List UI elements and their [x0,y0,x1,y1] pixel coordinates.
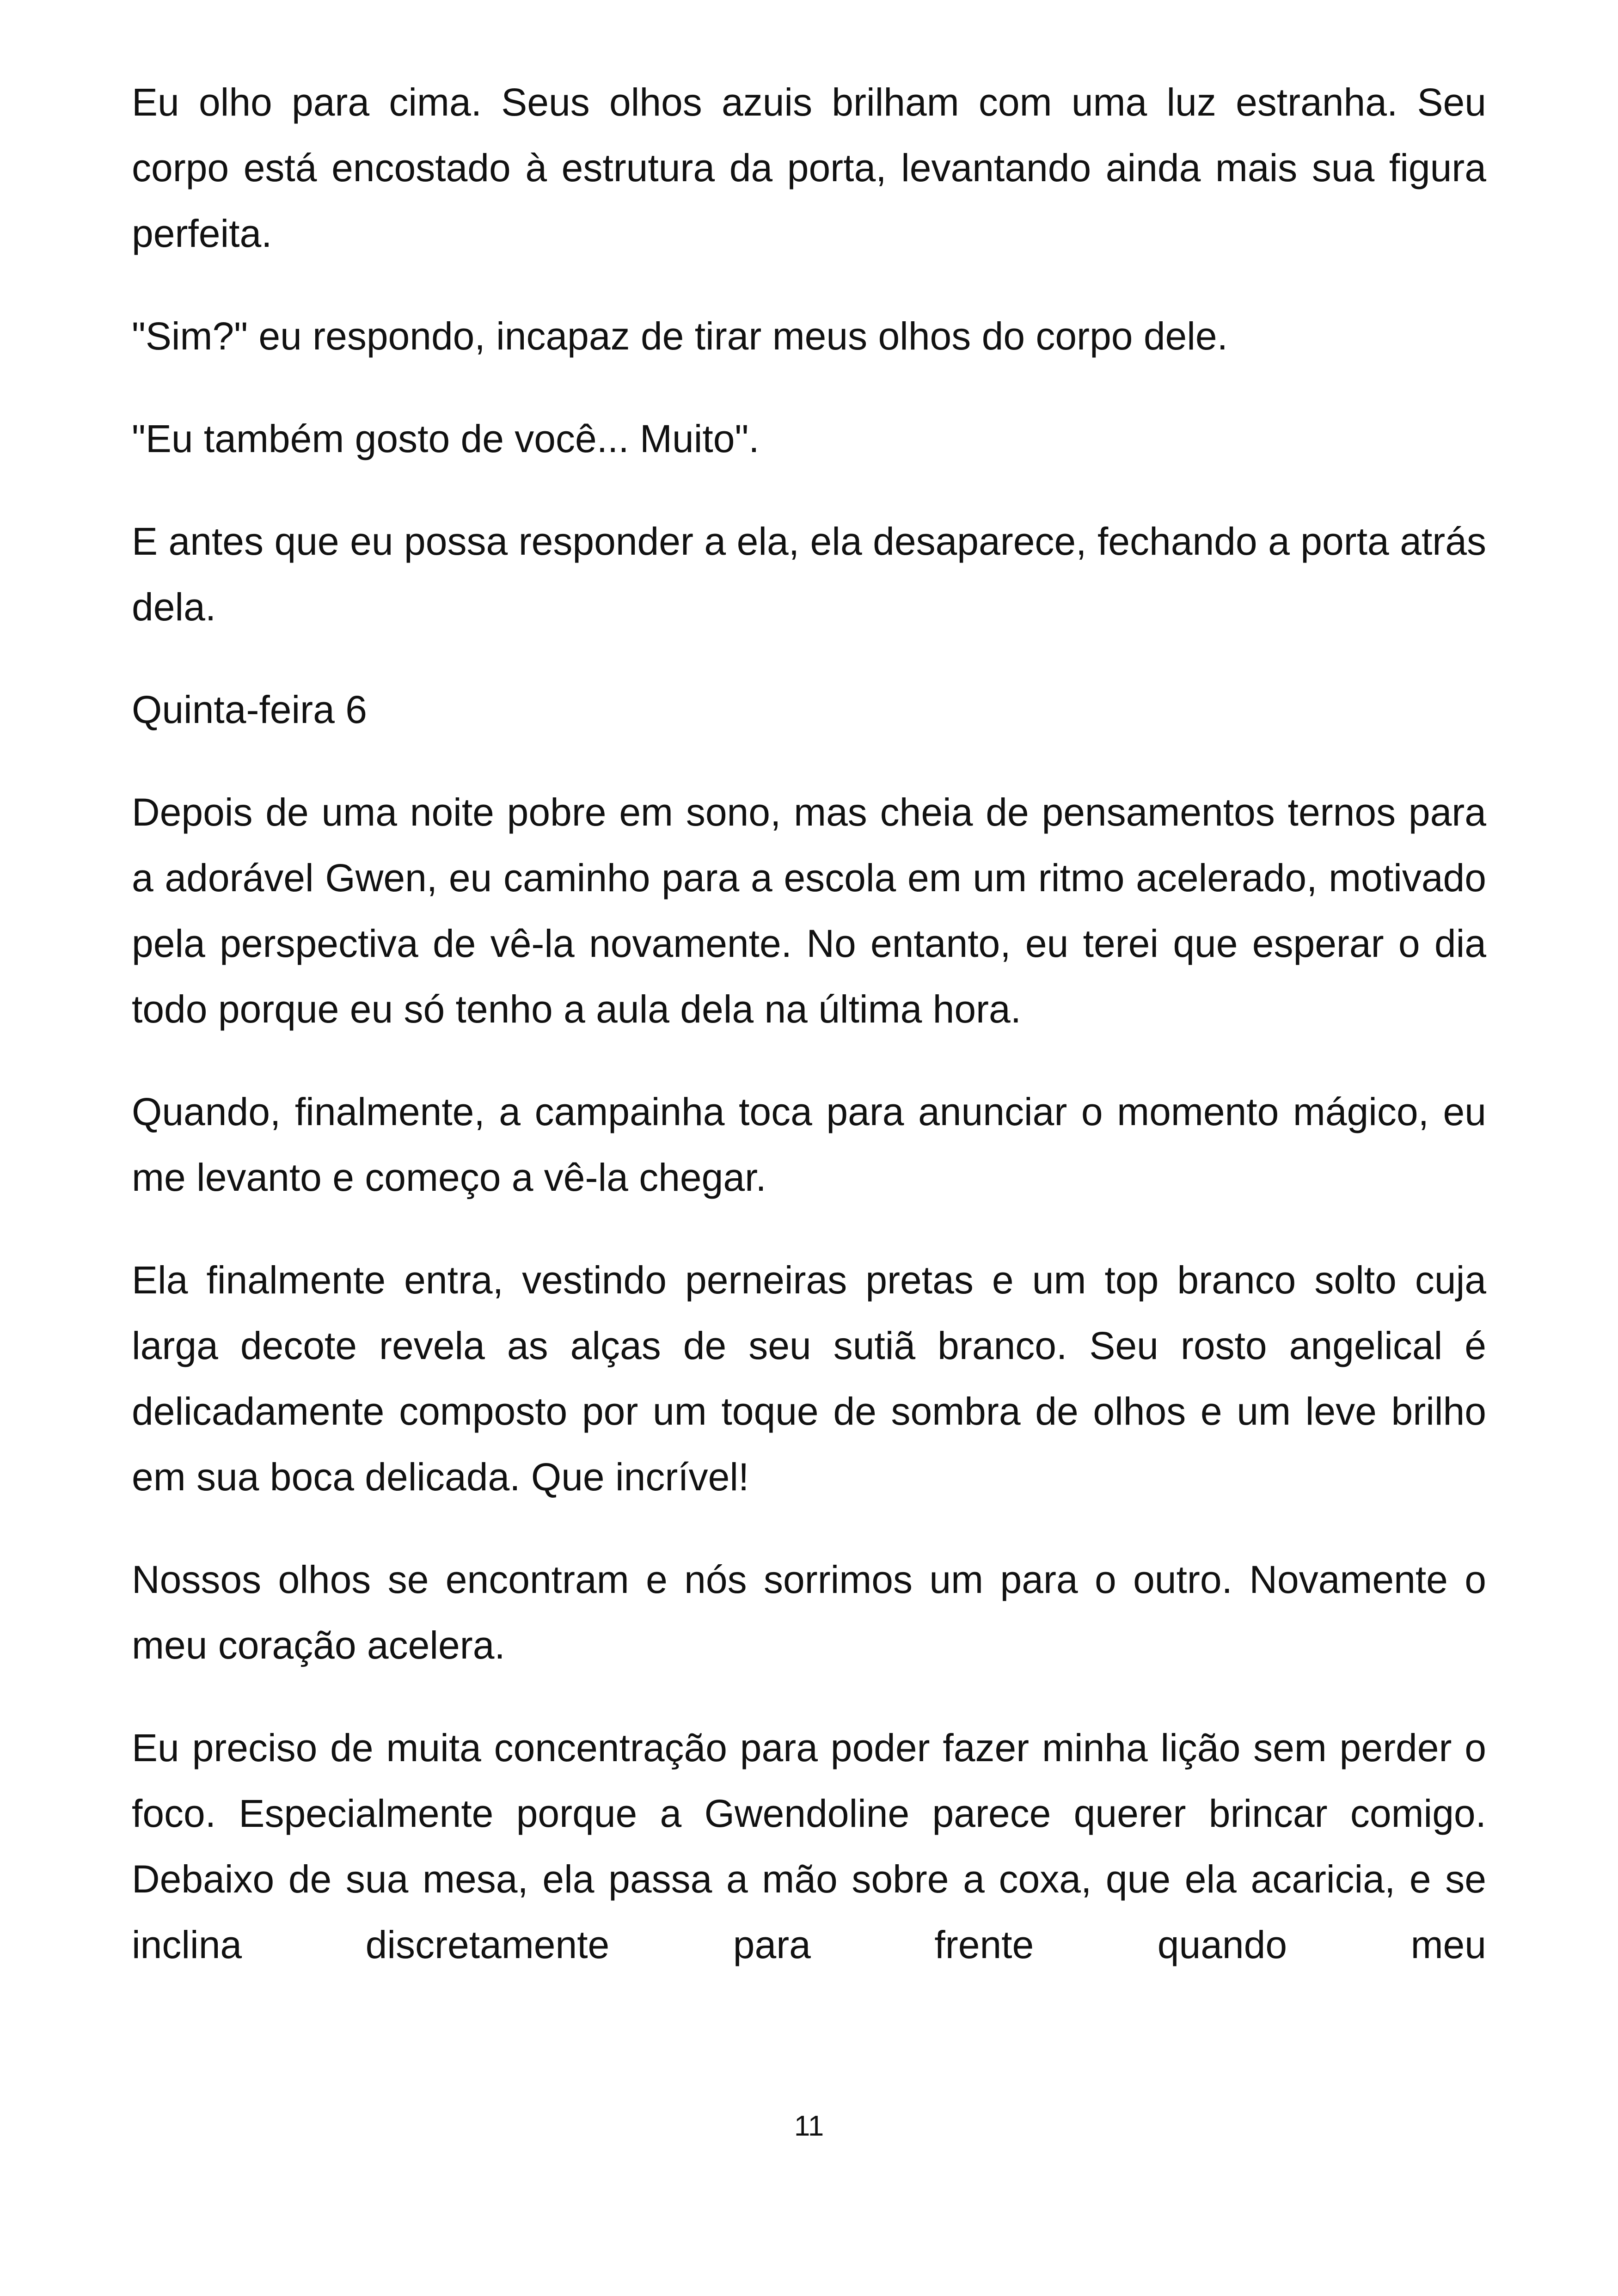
page-body [132,69,1486,2014]
paragraph: Ela finalmente entra, vestindo perneiras pretas e um top branco solto cuja larga decote revela as alças de seu sutiã branco. Seu rosto angelical é delicadamente composto por um toque de sombra de olhos e um leve brilho em sua boca delicada. Que incrível! [132,1258,1486,1499]
paragraph: Depois de uma noite pobre em sono, mas cheia de pensamentos ternos para a adorável Gwen, eu caminho para a escola em um ritmo acelerado, motivado pela perspectiva de vê-la novamente. No entanto, eu terei que esperar o dia todo porque eu só tenho a aula dela na última hora. [132,790,1486,1031]
paragraph: E antes que eu possa responder a ela, ela desaparece, fechando a porta atrás dela. [132,520,1486,629]
chapter-date-heading: Quinta-feira 6 [132,688,367,731]
page-number: 11 [794,2110,824,2142]
paragraph: Eu olho para cima. Seus olhos azuis brilham com uma luz estranha. Seu corpo está encostado à estrutura da porta, levantando ainda mais sua figura perfeita. [132,80,1486,255]
paragraph: "Sim?" eu respondo, incapaz de tirar meus olhos do corpo dele. [132,314,1228,358]
paragraph: Eu preciso de muita concentração para poder fazer minha lição sem perder o foco. Especialmente porque a Gwendoline parece querer brincar comigo. Debaixo de sua mesa, ela passa a mão sobre a coxa, que ela acaricia, e se inclina discretamente para frente quando meu [132,1726,1486,1966]
paragraph: Nossos olhos se encontram e nós sorrimos um para o outro. Novamente o meu coração acelera. [132,1558,1486,1667]
paragraph: Quando, finalmente, a campainha toca para anunciar o momento mágico, eu me levanto e começo a vê-la chegar. [132,1090,1486,1199]
paragraph: "Eu também gosto de você... Muito". [132,417,760,460]
